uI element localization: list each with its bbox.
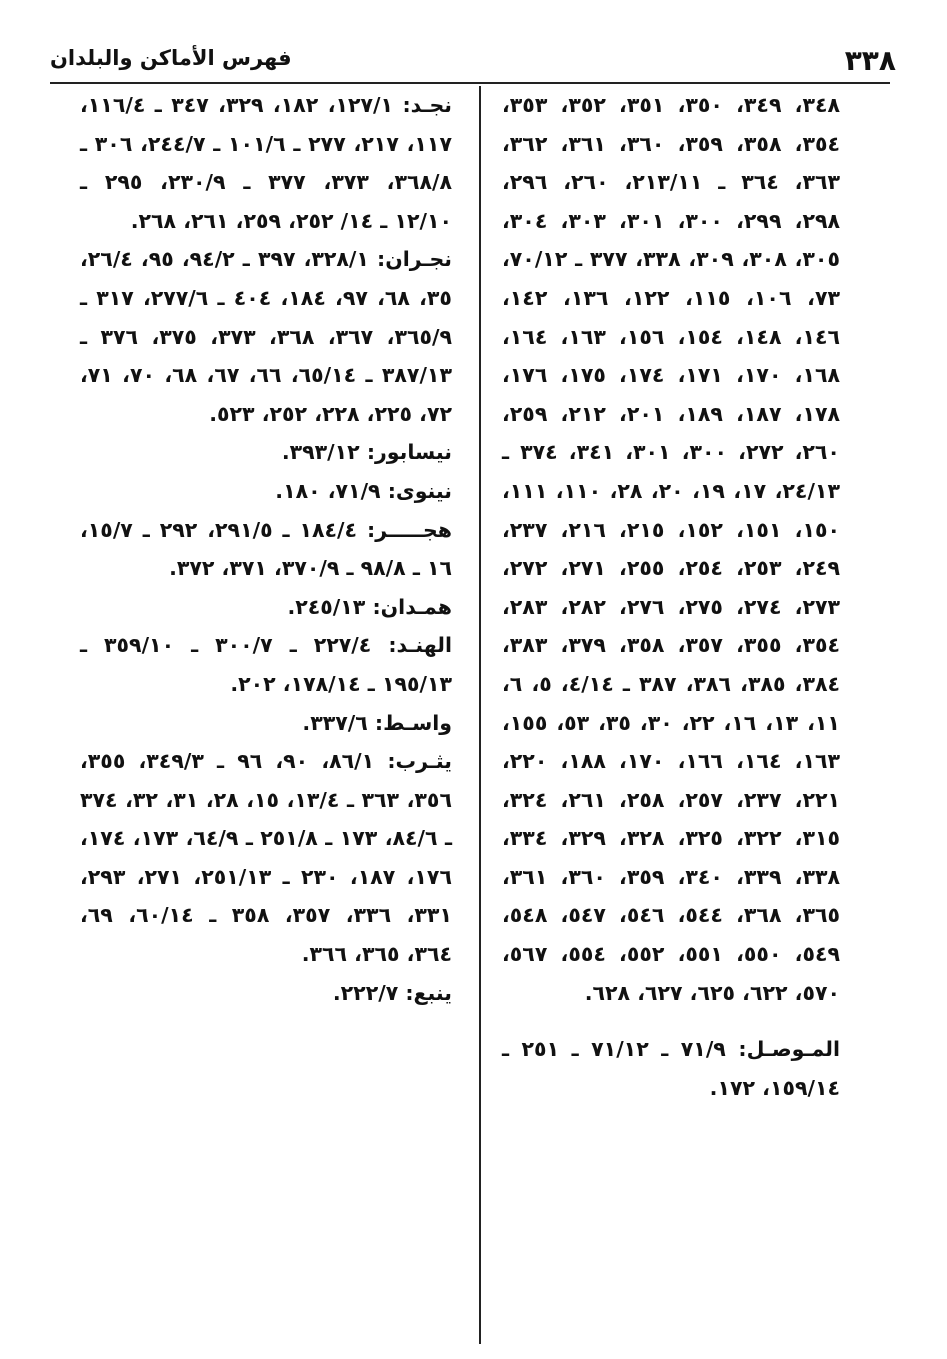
column-divider <box>479 86 481 1344</box>
index-entry <box>80 974 452 1013</box>
index-entry <box>80 433 452 472</box>
index-entry <box>80 86 452 240</box>
entry-page-refs: ٧١/٩ ـ ٧١/١٢ ـ ٢٥١ ـ ١٥٩/١٤، ١٧٢. <box>502 1037 840 1100</box>
entry-place-name: واسـط: <box>374 710 452 735</box>
entry-place-name: نجـد: <box>402 93 452 117</box>
entry-place-name: ينبع: <box>405 980 452 1005</box>
entry-place-name: الهنـد: <box>388 633 452 658</box>
entry-page-refs: ٣٩٣/١٢. <box>281 440 360 465</box>
index-entry <box>80 588 452 627</box>
entry-place-name: المـوصـل: <box>738 1037 841 1062</box>
entry-page-refs: ٣٤٨، ٣٤٩، ٣٥٠، ٣٥١، ٣٥٢، ٣٥٣، ٣٥٤، ٣٥٨، ٣٥٩، ٣٦٠، ٣٦١، ٣٦٢، ٣٦٣، ٣٦٤ ـ ٢١٣/١١، ٢٦٠، ٢٩٦، ٢٩٨، ٢٩٩، ٣٠٠، ٣٠١، ٣٠٣، ٣٠٤، ٣٠٥، ٣٠٨، ٣٠٩، ٣٣٨، ٣٧٧ ـ ٧٠/١٢، ٧٣، ١٠٦، ١١٥، ١٢٢، ١٣٦، ١٤٢، ١٤٦، ١٤٨، ١٥٤، ١٥٦، ١٦٣، ١٦٤، ١٦٨، ١٧٠، ١٧١، ١٧٤، ١٧٥، ١٧٦، ١٧٨، ١٨٧، ١٨٩، ٢٠١، ٢١٢، ٢٥٩، ٢٦٠، ٢٧٢، ٣٠٠، ٣٠١، ٣٤١، ٣٧٤ ـ ٢٤/١٣، ١٧، ١٩، ٢٠، ٢٨، ١١٠، ١١١، ١٥٠، ١٥١، ١٥٢، ٢١٥، ٢١٦، ٢٣٧، ٢٤٩، ٢٥٣، ٢٥٤، ٢٥٥، ٢٧١، ٢٧٢، ٢٧٣، ٢٧٤، ٢٧٥، ٢٧٦، ٢٨٢، ٢٨٣، ٣٥٤، ٣٥٥، ٣٥٧، ٣٥٨، ٣٧٩، ٣٨٣، ٣٨٤، ٣٨٥، ٣٨٦، ٣٨٧ ـ ٤/١٤، ٥، ٦، ١١، ١٣، ١٦، ٢٢، ٣٠، ٣٥، ٥٣، ١٥٥، ١٦٣، ١٦٤، ١٦٦، ١٧٠، ١٨٨، ٢٢٠، ٢٢١، ٢٣٧، ٢٥٧، ٢٥٨، ٢٦١، ٣٢٤، ٣١٥، ٣٢٢، ٣٢٥، ٣٢٨، ٣٢٩، ٣٣٤، ٣٣٨، ٣٣٩، ٣٤٠، ٣٥٩، ٣٦٠، ٣٦١، ٣٦٥، ٣٦٨، ٥٤٤، ٥٤٦، ٥٤٧، ٥٤٨، ٥٤٩، ٥٥٠، ٥٥١، ٥٥٢، ٥٥٤، ٥٦٧، ٥٧٠، ٦٢٢، ٦٢٥، ٦٢٧، ٦٢٨. <box>502 93 841 1005</box>
entry-place-name: هجـــــر: <box>367 517 453 542</box>
entry-place-name: نجـران: <box>377 247 452 272</box>
entry-page-refs: ٣٢٨/١، ٣٩٧ ـ ٩٤/٢، ٩٥، ٢٦/٤، ٣٥، ٦٨، ٩٧، ١٨٤، ٤٠٤ ـ ٢٧٧/٦، ٣١٧ ـ ٣٦٥/٩، ٣٦٧، ٣٦٨، ٣٧٣، ٣٧٥، ٣٧٦ ـ ٣٨٧/١٣ ـ ٦٥/١٤، ٦٦، ٦٧، ٦٨، ٧٠، ٧١، ٧٢، ٢٢٥، ٢٢٨، ٢٥٢، ٥٢٣. <box>80 247 452 426</box>
index-entry <box>80 626 452 703</box>
entry-page-refs: ١٨٤/٤ ـ ٢٩١/٥، ٢٩٢ ـ ١٥/٧، ١٦ ـ ٩٨/٨ ـ ٣٧٠/٩، ٣٧١، ٣٧٢. <box>80 517 452 581</box>
page-number: ٣٣٨ <box>844 44 896 77</box>
entry-page-refs: ٢٢٧/٤ ـ ٣٠٠/٧ ـ ٣٥٩/١٠ ـ ١٩٥/١٣ ـ ١٧٨/١٤، ٢٠٢. <box>80 633 452 696</box>
entry-page-refs: ٢٤٥/١٣. <box>287 594 366 619</box>
entry-place-name: يثـرب: <box>387 749 452 774</box>
entry-place-name: همـدان: <box>372 594 452 619</box>
page-header <box>40 38 908 80</box>
index-entry <box>80 240 452 433</box>
entry-page-refs: ٨٦/١، ٩٠، ٩٦ ـ ٣٤٩/٣، ٣٥٥، ٣٥٦، ٣٦٣ ـ ١٣/٤، ١٥، ٢٨، ٣١، ٣٢، ٣٧٤ ـ ٨٤/٦، ١٧٣ ـ ٢٥١/٨ ـ ٦٤/٩، ١٧٣، ١٧٤، ١٧٦، ١٨٧، ٢٣٠ ـ ٢٥١/١٣، ٢٧١، ٢٩٣، ٣٣١، ٣٣٦، ٣٥٧، ٣٥٨ ـ ٦٠/١٤، ٦٩، ٣٦٤، ٣٦٥، ٣٦٦. <box>80 749 452 967</box>
entry-page-refs: ٢٢٢/٧. <box>332 980 399 1005</box>
index-column-left <box>80 86 452 1012</box>
index-column-right <box>502 86 840 1107</box>
index-entry <box>80 742 452 974</box>
index-entry <box>502 86 840 1012</box>
index-entry <box>80 511 452 588</box>
header-rule <box>50 82 890 84</box>
entry-place-name: نينوى: <box>387 478 452 503</box>
index-entry <box>80 704 452 743</box>
index-entry <box>502 1030 840 1107</box>
index-entry <box>80 472 452 511</box>
entry-page-refs: ٣٣٧/٦. <box>302 710 368 735</box>
entry-page-refs: ١٢٧/١، ١٨٢، ٣٢٩، ٣٤٧ ـ ١١٦/٤، ١١٧، ٢١٧، ٢٧٧ ـ ١٠١/٦ ـ ٢٤٤/٧، ٣٠٦ ـ ٣٦٨/٨، ٣٧٣، ٣٧٧ ـ ٢٣٠/٩، ٢٩٥ ـ ١٢/١٠ ـ ١٤/ ٢٥٢، ٢٥٩، ٢٦١، ٢٦٨. <box>80 93 453 233</box>
entry-page-refs: ٧١/٩، ١٨٠. <box>275 478 381 503</box>
entry-place-name: نيسابور: <box>366 440 452 465</box>
running-title: فهرس الأماكن والبلدان <box>50 46 292 70</box>
